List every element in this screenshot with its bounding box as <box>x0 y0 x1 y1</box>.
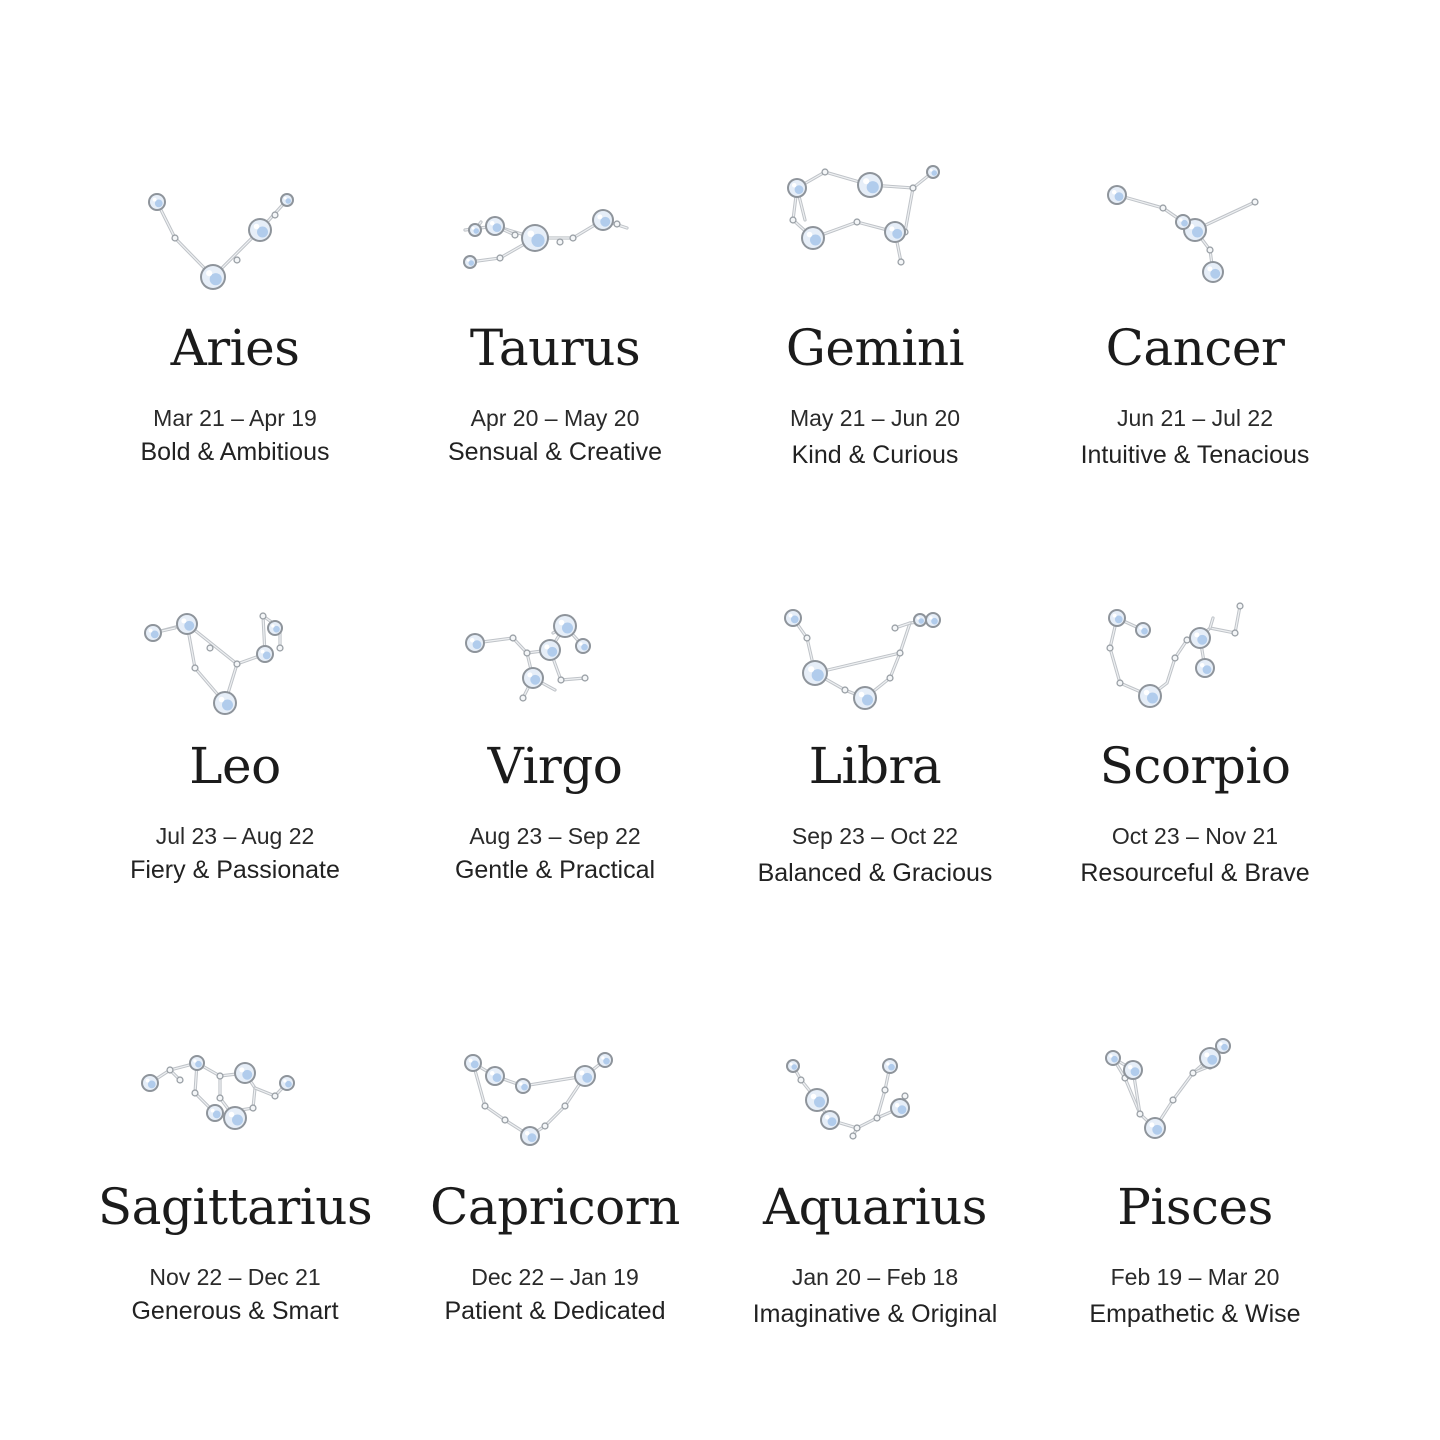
diamond-face <box>218 1096 223 1101</box>
gemstone <box>1105 1050 1121 1066</box>
diamond-face <box>583 676 588 681</box>
zodiac-card-aries <box>75 140 395 520</box>
sign-name: Pisces <box>1117 1178 1273 1236</box>
gemstone <box>592 209 614 231</box>
gemstone <box>248 218 272 242</box>
gemstone <box>206 1104 224 1122</box>
small-diamond <box>216 1072 223 1079</box>
diamond-face <box>571 236 576 241</box>
sign-name: Virgo <box>487 737 623 795</box>
gemstone <box>234 1062 256 1084</box>
gemstone <box>801 226 825 250</box>
zodiac-card-gemini <box>715 140 1035 520</box>
small-diamond <box>481 1102 488 1109</box>
gemstone <box>853 686 877 710</box>
gemstone-highlight <box>181 618 186 623</box>
sign-dates: Sep 23 – Oct 22 <box>791 823 959 849</box>
diamond-face <box>851 1134 856 1139</box>
gemstone-highlight <box>859 692 865 698</box>
small-diamond <box>509 634 516 641</box>
small-diamond <box>1169 1096 1176 1103</box>
gemstone-highlight <box>229 1112 235 1118</box>
small-diamond <box>557 676 564 683</box>
zodiac-card-libra <box>715 560 1035 940</box>
cancer-constellation-icon <box>1095 160 1295 310</box>
small-diamond <box>897 258 904 265</box>
small-diamond <box>896 649 903 656</box>
gemstone <box>279 1075 295 1091</box>
gemstone-highlight <box>1200 663 1204 667</box>
gemstone-highlight <box>1128 1065 1132 1069</box>
zodiac-card-scorpio <box>1035 560 1355 940</box>
gemstone-highlight <box>211 1109 215 1113</box>
diamond-face <box>893 626 898 631</box>
small-diamond <box>853 1124 860 1131</box>
gemstone-highlight <box>1112 190 1116 194</box>
sign-dates: May 21 – Jun 20 <box>789 405 961 431</box>
diamond-face <box>208 646 213 651</box>
small-diamond <box>249 1104 256 1111</box>
small-diamond <box>1189 1069 1196 1076</box>
small-diamond <box>886 674 893 681</box>
gemstone <box>267 620 283 636</box>
gemstone-highlight <box>146 1079 150 1083</box>
gemstone-highlight <box>917 617 920 620</box>
sign-traits: Balanced & Gracious <box>757 859 993 887</box>
gemstone <box>784 609 802 627</box>
diamond-face <box>235 662 240 667</box>
sign-name: Leo <box>189 737 281 795</box>
diamond-face <box>563 1104 568 1109</box>
diamond-face <box>503 1118 508 1123</box>
sign-dates: Oct 23 – Nov 21 <box>1111 823 1279 849</box>
sign-name: Aquarius <box>763 1178 987 1236</box>
sign-name: Capricorn <box>430 1178 680 1236</box>
sign-name: Sagittarius <box>97 1178 373 1236</box>
gemstone-highlight <box>579 642 582 645</box>
sign-name: Gemini <box>785 319 965 377</box>
zodiac-card-aquarius <box>715 1000 1035 1380</box>
diamond-face <box>615 222 620 227</box>
sign-traits: Empathetic & Wise <box>1089 1300 1301 1328</box>
setting-bar <box>1110 606 1240 696</box>
gemstone <box>1195 658 1215 678</box>
setting-bar <box>793 618 865 698</box>
diamond-face <box>823 170 828 175</box>
gemstone <box>539 639 561 661</box>
gemstone-highlight <box>930 169 933 172</box>
gemstone <box>522 667 544 689</box>
gemstone <box>597 1052 613 1068</box>
sign-traits: Resourceful & Brave <box>1080 859 1310 887</box>
gemstone-highlight <box>469 1059 473 1063</box>
diamond-face <box>883 1088 888 1093</box>
aries-constellation-icon <box>135 160 335 310</box>
gemstone <box>820 1110 840 1130</box>
gemstone <box>213 691 237 715</box>
small-diamond <box>259 612 266 619</box>
gemstone-highlight <box>789 614 793 618</box>
small-diamond <box>496 254 503 261</box>
gemstone <box>1108 609 1126 627</box>
small-diamond <box>206 644 213 651</box>
gemstone-highlight <box>193 1059 196 1062</box>
diamond-face <box>843 688 848 693</box>
small-diamond <box>233 256 240 263</box>
diamond-face <box>855 220 860 225</box>
gemstone-highlight <box>1149 1122 1154 1127</box>
small-diamond <box>569 234 576 241</box>
gemstone <box>1189 627 1211 649</box>
small-diamond <box>191 1089 198 1096</box>
gemstone-highlight <box>825 1115 829 1119</box>
diamond-face <box>218 1074 223 1079</box>
diamond-face <box>261 614 266 619</box>
gemstone-highlight <box>807 232 813 238</box>
gemstone-highlight <box>1194 632 1199 637</box>
sagittarius-constellation-icon <box>135 1018 335 1168</box>
gemstone-highlight <box>889 226 894 231</box>
gemstone <box>1123 1060 1143 1080</box>
diamond-face <box>483 1104 488 1109</box>
small-diamond <box>1106 644 1113 651</box>
diamond-face <box>278 646 283 651</box>
sign-dates: Feb 19 – Mar 20 <box>1110 1264 1280 1290</box>
diamond-face <box>855 1126 860 1131</box>
gemstone-highlight <box>1144 690 1150 696</box>
gemstone-highlight <box>284 197 287 200</box>
diamond-face <box>898 651 903 656</box>
diamond-face <box>899 260 904 265</box>
sign-dates: Jun 21 – Jul 22 <box>1116 405 1273 431</box>
small-diamond <box>1251 198 1258 205</box>
diamond-face <box>1171 1098 1176 1103</box>
zodiac-card-virgo <box>395 560 715 940</box>
gemstone-highlight <box>559 620 565 626</box>
diamond-face <box>1108 646 1113 651</box>
gemstone <box>1107 185 1127 205</box>
zodiac-card-sagittarius <box>75 1000 395 1380</box>
gemstone <box>575 638 591 654</box>
gemstone <box>574 1065 596 1087</box>
sign-traits: Patient & Dedicated <box>444 1297 666 1325</box>
gemstone-highlight <box>153 198 157 202</box>
diamond-face <box>558 240 563 245</box>
sign-dates: Aug 23 – Sep 22 <box>469 823 641 849</box>
small-diamond <box>523 649 530 656</box>
gemstone <box>1175 214 1191 230</box>
diamond-face <box>525 651 530 656</box>
diamond-face <box>791 218 796 223</box>
zodiac-card-leo <box>75 560 395 940</box>
gemstone <box>144 624 162 642</box>
gemstone-highlight <box>239 1067 244 1072</box>
gemstone-highlight <box>790 1063 793 1066</box>
leo-constellation-icon <box>135 578 335 728</box>
gemstone-highlight <box>929 616 932 619</box>
gemstone-highlight <box>149 629 153 633</box>
zodiac-card-cancer <box>1035 140 1355 520</box>
gemstone-highlight <box>254 224 260 230</box>
diamond-face <box>1161 206 1166 211</box>
diamond-face <box>273 213 278 218</box>
sign-dates: Apr 20 – May 20 <box>470 405 640 431</box>
capricorn-constellation-icon <box>455 1018 655 1168</box>
gemstone-highlight <box>1139 626 1142 629</box>
diamond-face <box>799 1078 804 1083</box>
small-diamond <box>881 1086 888 1093</box>
virgo-constellation-icon <box>455 578 655 728</box>
diamond-face <box>273 1094 278 1099</box>
aquarius-constellation-icon <box>775 1018 975 1168</box>
gemstone-highlight <box>1113 614 1117 618</box>
setting-bar-shine <box>1110 606 1240 696</box>
diamond-face <box>1185 638 1190 643</box>
small-diamond <box>191 664 198 671</box>
diamond-face <box>805 636 810 641</box>
small-diamond <box>841 686 848 693</box>
zodiac-card-pisces <box>1035 1000 1355 1380</box>
zodiac-card-taurus <box>395 140 715 520</box>
diamond-face <box>1208 248 1213 253</box>
gemstone-highlight <box>895 1103 899 1107</box>
libra-constellation-icon <box>775 578 975 728</box>
sign-dates: Dec 22 – Jan 19 <box>471 1264 639 1290</box>
gemstone <box>223 1106 247 1130</box>
gemstone-highlight <box>470 638 474 642</box>
diamond-face <box>1118 681 1123 686</box>
small-diamond <box>271 211 278 218</box>
gemstone-highlight <box>1204 1052 1209 1057</box>
gemstone <box>1144 1117 1166 1139</box>
diamond-face <box>498 256 503 261</box>
gemstone <box>141 1074 159 1092</box>
setting-bar-shine <box>793 188 901 262</box>
diamond-face <box>911 186 916 191</box>
gemstone-highlight <box>527 672 532 677</box>
gemstone <box>520 1126 540 1146</box>
gemstone-highlight <box>792 183 796 187</box>
small-diamond <box>1136 1110 1143 1117</box>
gemstone-highlight <box>597 214 602 219</box>
sign-traits: Bold & Ambitious <box>140 438 330 466</box>
diamond-face <box>173 236 178 241</box>
small-diamond <box>789 216 796 223</box>
diamond-face <box>1233 631 1238 636</box>
gemstone-highlight <box>808 666 814 672</box>
sign-traits: Intuitive & Tenacious <box>1080 441 1310 469</box>
small-diamond <box>271 1092 278 1099</box>
gemstone-highlight <box>490 221 494 225</box>
sign-traits: Sensual & Creative <box>447 438 662 466</box>
gemstone-highlight <box>811 1094 817 1100</box>
small-diamond <box>613 220 620 227</box>
gemstone <box>189 1055 205 1071</box>
sign-name: Cancer <box>1105 319 1285 377</box>
gemstone <box>925 612 941 628</box>
gemstone <box>1135 622 1151 638</box>
gemstone <box>464 1054 482 1072</box>
small-diamond <box>233 660 240 667</box>
gemstone-highlight <box>579 1070 584 1075</box>
setting-bar <box>153 616 265 664</box>
small-diamond <box>849 1132 856 1139</box>
gemstone-highlight <box>527 230 534 237</box>
sign-name: Taurus <box>469 319 641 377</box>
diamond-face <box>178 1078 183 1083</box>
sign-traits: Generous & Smart <box>131 1297 339 1325</box>
diamond-face <box>521 696 526 701</box>
small-diamond <box>797 1076 804 1083</box>
gemstone <box>521 224 549 252</box>
gemstone-highlight <box>886 1062 889 1065</box>
gemstone <box>1202 261 1224 283</box>
gemstone-highlight <box>544 644 549 649</box>
gemstone <box>553 614 577 638</box>
diamond-face <box>1238 604 1243 609</box>
sign-dates: Mar 21 – Apr 19 <box>153 405 317 431</box>
diamond-face <box>1173 656 1178 661</box>
gemstone-highlight <box>271 624 274 627</box>
setting-bar-shine <box>793 618 865 698</box>
sign-traits: Gentle & Practical <box>454 856 656 884</box>
small-diamond <box>511 231 518 238</box>
sign-name: Scorpio <box>1099 737 1291 795</box>
small-diamond <box>519 694 526 701</box>
sign-traits: Fiery & Passionate <box>130 856 340 884</box>
gemstone-highlight <box>283 1079 286 1082</box>
gemstone <box>882 1058 898 1074</box>
small-diamond <box>821 168 828 175</box>
gemstone-highlight <box>472 227 475 230</box>
small-diamond <box>561 1102 568 1109</box>
gemstone-highlight <box>219 697 225 703</box>
small-diamond <box>556 238 563 245</box>
gemstone <box>463 255 477 269</box>
gemini-constellation-icon <box>775 150 975 300</box>
gemstone-highlight <box>261 650 265 654</box>
sign-dates: Nov 22 – Dec 21 <box>149 1264 321 1290</box>
small-diamond <box>803 634 810 641</box>
gemstone <box>890 1098 910 1118</box>
diamond-face <box>251 1106 256 1111</box>
gemstone <box>884 221 906 243</box>
sign-dates: Jul 23 – Aug 22 <box>155 823 315 849</box>
zodiac-card-capricorn <box>395 1000 715 1380</box>
diamond-face <box>888 676 893 681</box>
small-diamond <box>276 644 283 651</box>
gemstone-highlight <box>1179 218 1182 221</box>
scorpio-constellation-icon <box>1095 578 1295 728</box>
gemstone <box>148 193 166 211</box>
taurus-constellation-icon <box>455 160 655 310</box>
small-diamond <box>891 624 898 631</box>
small-diamond <box>1206 246 1213 253</box>
gemstone <box>176 613 198 635</box>
diamond-face <box>559 678 564 683</box>
diamond-face <box>168 1068 173 1073</box>
gemstone <box>857 172 883 198</box>
gemstone-highlight <box>1219 1042 1222 1045</box>
diamond-face <box>193 666 198 671</box>
small-diamond <box>1159 204 1166 211</box>
gemstone <box>926 165 940 179</box>
gemstone-highlight <box>490 1071 494 1075</box>
sign-name: Libra <box>808 737 942 795</box>
sign-traits: Imaginative & Original <box>752 1300 998 1328</box>
gemstone-highlight <box>863 178 869 184</box>
small-diamond <box>501 1116 508 1123</box>
gemstone <box>515 1078 531 1094</box>
gemstone <box>200 264 226 290</box>
sign-dates: Jan 20 – Feb 18 <box>791 1264 959 1290</box>
diamond-face <box>903 1094 908 1099</box>
small-diamond <box>1171 654 1178 661</box>
gemstone <box>787 178 807 198</box>
sign-traits: Kind & Curious <box>791 441 959 469</box>
setting-bar-shine <box>905 188 913 232</box>
zodiac-grid <box>75 0 1355 1440</box>
gemstone-highlight <box>1109 1054 1112 1057</box>
diamond-face <box>543 1124 548 1129</box>
small-diamond <box>909 184 916 191</box>
gemstone <box>485 216 505 236</box>
small-diamond <box>166 1066 173 1073</box>
gemstone-highlight <box>601 1056 604 1059</box>
gemstone <box>805 1088 829 1112</box>
setting-bar-shine <box>815 620 933 673</box>
small-diamond <box>1231 629 1238 636</box>
setting-bar <box>815 620 933 673</box>
diamond-face <box>511 636 516 641</box>
gemstone <box>468 223 482 237</box>
gemstone <box>1215 1038 1231 1054</box>
gemstone-highlight <box>467 259 470 262</box>
gemstone <box>465 633 485 653</box>
pisces-constellation-icon <box>1095 1018 1295 1168</box>
diamond-face <box>1253 200 1258 205</box>
diamond-face <box>513 233 518 238</box>
gemstone <box>1138 684 1162 708</box>
small-diamond <box>581 674 588 681</box>
small-diamond <box>216 1094 223 1101</box>
diamond-face <box>875 1116 880 1121</box>
gemstone <box>485 1066 505 1086</box>
gemstone <box>786 1059 800 1073</box>
small-diamond <box>1236 602 1243 609</box>
small-diamond <box>853 218 860 225</box>
gemstone <box>913 613 927 627</box>
diamond-face <box>193 1091 198 1096</box>
small-diamond <box>873 1114 880 1121</box>
gemstone <box>256 645 274 663</box>
small-diamond <box>171 234 178 241</box>
sign-name: Aries <box>170 319 300 377</box>
gemstone <box>280 193 294 207</box>
gemstone-highlight <box>525 1131 529 1135</box>
gemstone-highlight <box>206 270 212 276</box>
diamond-face <box>1191 1071 1196 1076</box>
diamond-face <box>1138 1112 1143 1117</box>
diamond-face <box>235 258 240 263</box>
gemstone-highlight <box>519 1082 522 1085</box>
small-diamond <box>1116 679 1123 686</box>
gemstone <box>802 660 828 686</box>
gemstone-highlight <box>1207 266 1212 271</box>
small-diamond <box>541 1122 548 1129</box>
small-diamond <box>176 1076 183 1083</box>
